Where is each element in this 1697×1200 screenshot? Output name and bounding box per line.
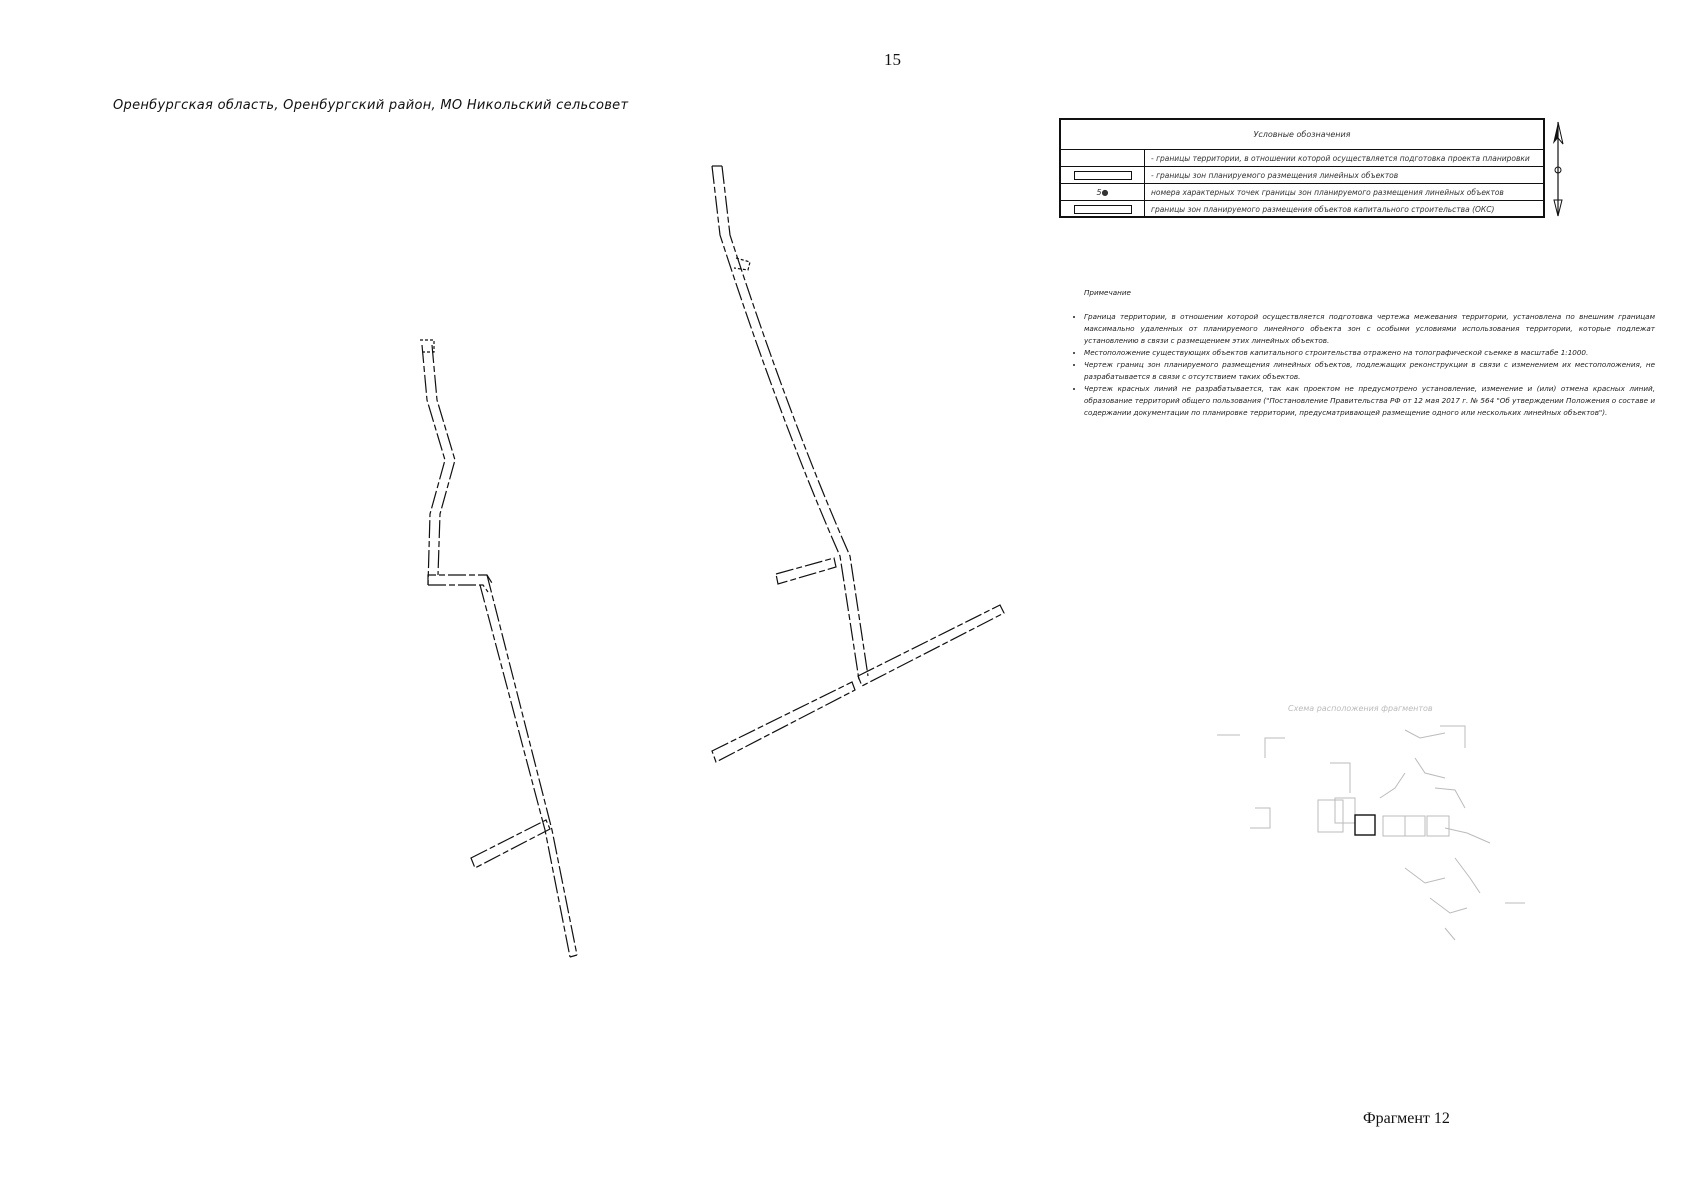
fragment-scheme-inset bbox=[1205, 718, 1535, 948]
notes-title: Примечание bbox=[1084, 288, 1131, 297]
left-route-north-segment bbox=[420, 340, 455, 585]
note-item: • Чертеж красных линий не разрабатывается, так как проектом не предусмотрено установление, изменение и (или) отмена красных линий, образование территорий общего пользования ("Постановление Правительства РФ от 12 мая 2017 г. № 564 "Об утверждении Положения о составе и содержании документации по планировке территории, предусматривающей размещение одного или нескольких линейных объектов"). bbox=[1084, 383, 1655, 419]
legend-text: номера характерных точек границы зон планируемого размещения линейных объектов bbox=[1151, 187, 1504, 197]
inset-title: Схема расположения фрагментов bbox=[1288, 704, 1433, 713]
legend-row-points bbox=[1061, 184, 1543, 201]
legend-symbol-line bbox=[1061, 150, 1145, 166]
note-item: • Местоположение существующих объектов капитального строительства отражено на топографической съемке в масштабе 1:1000. bbox=[1084, 347, 1655, 359]
legend-symbol-dot: 5 ● bbox=[1061, 184, 1145, 200]
right-route-curved-segment bbox=[712, 166, 868, 680]
region-title: Оренбургская область, Оренбургский район, МО Никольский сельсовет bbox=[113, 98, 629, 113]
right-route-crossing-road bbox=[712, 605, 1004, 762]
legend-title: Условные обозначения bbox=[1061, 120, 1543, 150]
right-route-west-stub bbox=[776, 558, 836, 584]
legend-text: - границы зон планируемого размещения линейных объектов bbox=[1151, 170, 1399, 180]
north-arrow-icon bbox=[1549, 118, 1567, 218]
legend-symbol-rect bbox=[1061, 167, 1145, 183]
legend-symbol-rect bbox=[1061, 201, 1145, 218]
fragment-label: Фрагмент 12 bbox=[1363, 1110, 1450, 1127]
left-route-jog bbox=[428, 575, 492, 592]
left-route-main-segment bbox=[480, 575, 577, 957]
legend-row-linear-zone bbox=[1061, 167, 1543, 184]
left-route-west-branch bbox=[471, 820, 550, 868]
legend-row-boundary bbox=[1061, 150, 1543, 167]
legend-row-oks-zone bbox=[1061, 201, 1543, 218]
note-item: • Граница территории, в отношении которой осуществляется подготовка чертежа межевания территории, установлена по внешним границам максимально удаленных от планируемого линейного объекта зон с особыми условиями использования территории, которые подлежат установлению в связи с размещением этих линейных объектов. bbox=[1084, 311, 1655, 347]
legend-text: - границы территории, в отношении которой осуществляется подготовка проекта планировки bbox=[1151, 153, 1530, 163]
legend bbox=[1059, 118, 1545, 218]
page-number: 15 bbox=[884, 50, 901, 69]
legend-text: границы зон планируемого размещения объектов капитального строительства (ОКС) bbox=[1151, 205, 1495, 214]
notes bbox=[1065, 287, 1655, 419]
note-item: • Чертеж границ зон планируемого размещения линейных объектов, подлежащих реконструкции в связи с изменением их местоположения, не разрабатывается в связи с отсутствием таких объектов. bbox=[1084, 359, 1655, 383]
